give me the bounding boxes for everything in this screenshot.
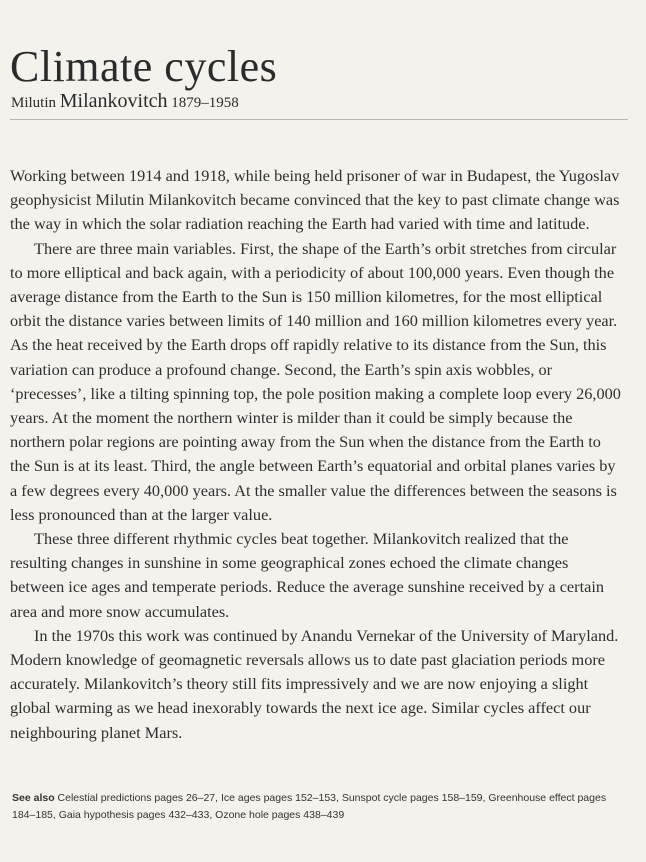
byline-years: 1879–1958 (171, 95, 239, 111)
byline (11, 90, 239, 113)
article-body (10, 164, 622, 745)
page-title: Climate cycles (10, 42, 278, 92)
paragraph: Working between 1914 and 1918, while being held prisoner of war in Budapest, the Yugoslav geophysicist Milutin Milankovitch became convinced that the key to past climate change was the way in which the solar radiation reaching the Earth had varied with time and latitude. (10, 166, 620, 234)
paragraph: There are three main variables. First, the shape of the Earth’s orbit stretches from circular to more elliptical and back again, with a periodicity of about 100,000 years. Even though the average distance from the Earth to the Sun is 150 million kilometres, for the most elliptical orbit the distance varies between limits of 140 million and 160 million kilometres every year. As the heat received by the Earth drops off rapidly relative to its distance from the Sun, this variation can produce a profound change. Second, the Earth’s spin axis wobbles, or ‘precesses’, like a tilting spinning top, the pole position making a complete loop every 26,000 years. At the moment the northern winter is milder than it could be simply because the northern polar regions are pointing away from the Sun when the distance from the Earth to the Sun is at its least. Third, the angle between Earth’s equatorial and orbital planes varies by a few degrees every 40,000 years. At the smaller value the differences between the seasons is less pronounced than at the larger value. (10, 238, 621, 524)
byline-first-name: Milutin (11, 95, 57, 111)
see-also-text: Celestial predictions pages 26–27, Ice ages pages 152–153, Sunspot cycle pages 158–159, Greenhouse effect pages 184–185, Gaia hypothesis pages 432–433, Ozone hole pages 438–439 (12, 792, 607, 821)
header-divider (10, 119, 628, 120)
see-also-label: See also (12, 792, 55, 804)
byline-last-name: Milankovitch (59, 90, 168, 112)
see-also (12, 790, 624, 824)
paragraph: These three different rhythmic cycles beat together. Milankovitch realized that the resulting changes in sunshine in some geographical zones echoed the climate changes between ice ages and temperate periods. Reduce the average sunshine received by a certain area and more snow accumulates. (10, 529, 604, 621)
paragraph: In the 1970s this work was continued by Anandu Vernekar of the University of Maryland. Modern knowledge of geomagnetic reversals allows us to date past glaciation periods more accurately. Milankovitch’s theory still fits impressively and we are now enjoying a slight global warming as we head inexorably towards the next ice age. Similar cycles affect our neighbouring planet Mars. (10, 625, 619, 742)
